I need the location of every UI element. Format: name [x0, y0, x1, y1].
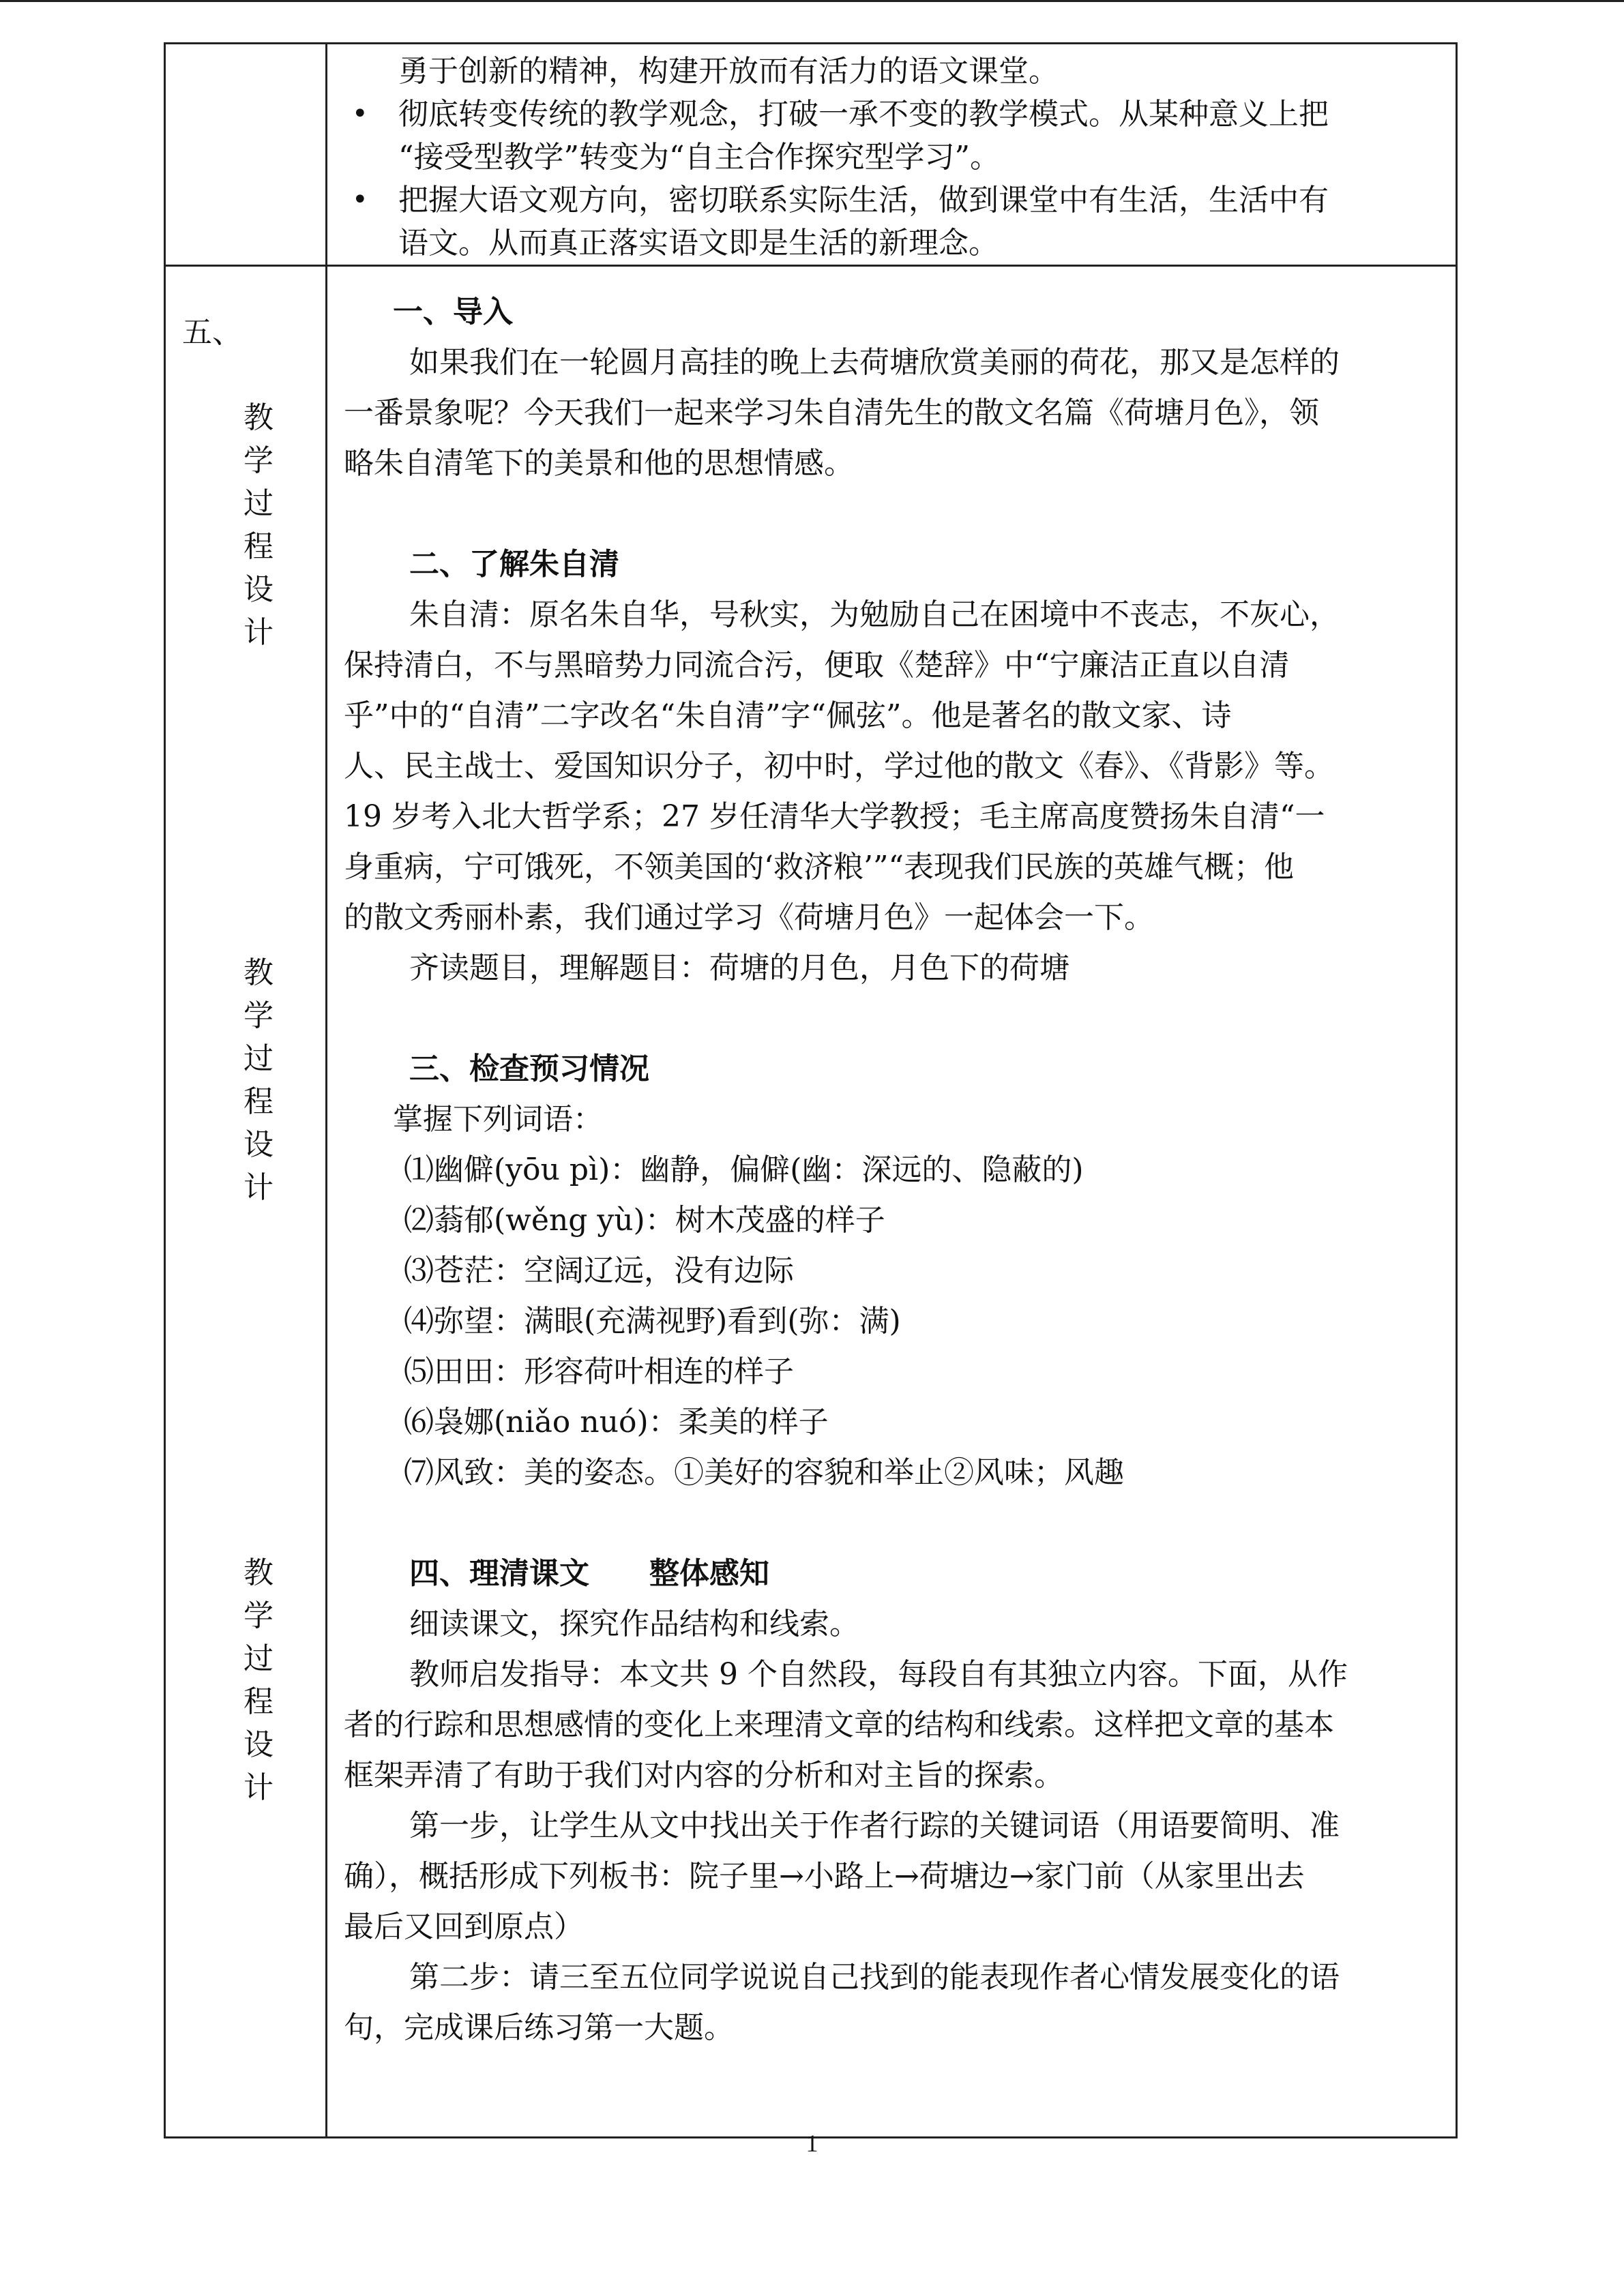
paragraph-line: 19 岁考入北大哲学系；27 岁任清华大学教授；毛主席高度赞扬朱自清“一: [344, 799, 1325, 834]
vocab-item: ⑹袅娜(niǎo nuó)：柔美的样子: [404, 1405, 829, 1440]
vocab-item: ⑸田田：形容荷叶相连的样子: [404, 1354, 794, 1389]
paragraph-line: 确），概括形成下列板书：院子里→小路上→荷塘边→家门前（从家里出去: [344, 1859, 1305, 1894]
paragraph-line: 细读课文，探究作品结构和线索。: [409, 1607, 859, 1641]
page-top-border: [0, 0, 1624, 2]
vertical-section-label: 教 学 过 程 设 计: [243, 955, 274, 1205]
vocab-item: ⑶苍茫：空阔辽远，没有边际: [404, 1253, 794, 1288]
paragraph-line: 齐读题目，理解题目：荷塘的月色，月色下的荷塘: [409, 951, 1069, 985]
label-cell-empty: [165, 44, 327, 266]
section-heading-structure: 四、理清课文 整体感知: [409, 1556, 769, 1591]
section-heading-author: 二、了解朱自清: [409, 547, 619, 582]
bullet-text-line: 彻底转变传统的教学观念，打破一承不变的教学模式。从某种意义上把: [398, 97, 1329, 132]
paragraph-line: 第一步，让学生从文中找出关于作者行踪的关键词语（用语要简明、准: [409, 1808, 1340, 1843]
bullet-text-line: 把握大语文观方向，密切联系实际生活，做到课堂中有生活，生活中有: [398, 183, 1329, 218]
label-cell-section-five: [165, 266, 327, 2138]
paragraph-line: 句，完成课后练习第一大题。: [344, 2010, 734, 2045]
paragraph-line: 身重病，宁可饿死，不领美国的‘救济粮’”“表现我们民族的英雄气概；他: [344, 850, 1294, 884]
paragraph-line: 朱自清：原名朱自华，号秋实，为勉励自己在困境中不丧志，不灰心，: [409, 597, 1340, 632]
lesson-plan-table: [164, 42, 1458, 2138]
section-heading-preview-check: 三、检查预习情况: [409, 1052, 649, 1086]
list-item: [344, 179, 1439, 265]
bullet-icon: •: [352, 98, 368, 130]
paragraph-line: 保持清白，不与黑暗势力同流合污，便取《楚辞》中“宁廉洁正直以自清: [344, 648, 1290, 683]
paragraph-line: 乎”中的“自清”二字改名“朱自清”字“佩弦”。他是著名的散文家、诗: [344, 698, 1232, 733]
vocab-item: ⑵蓊郁(wěng yù)：树木茂盛的样子: [404, 1203, 885, 1238]
vocab-intro: 掌握下列词语：: [393, 1102, 603, 1137]
vertical-section-label: 教 学 过 程 设 计: [243, 400, 274, 650]
paragraph-line: 略朱自清笔下的美景和他的思想情感。: [344, 446, 854, 481]
table-row: [165, 44, 1457, 266]
vocab-item: ⑺风致：美的姿态。①美好的容貌和举止②风味；风趣: [404, 1455, 1124, 1490]
section-number: 五、: [182, 315, 242, 350]
bullet-icon: •: [352, 184, 368, 215]
table-row: [165, 266, 1457, 2138]
page-number: 1: [806, 2130, 818, 2157]
section-heading-intro: 一、导入: [393, 295, 513, 329]
content-cell-teaching-process: [327, 266, 1457, 2138]
vocab-item: ⑴幽僻(yōu pì)：幽静，偏僻(幽：深远的、隐蔽的): [404, 1152, 1084, 1187]
paragraph-line: 教师启发指导：本文共 9 个自然段，每段自有其独立内容。下面，从作: [409, 1657, 1348, 1692]
list-item: [344, 93, 1439, 179]
paragraph-line: 框架弄清了有助于我们对内容的分析和对主旨的探索。: [344, 1758, 1064, 1793]
bullet-text-line: 语文。从而真正落实语文即是生活的新理念。: [398, 226, 999, 260]
paragraph-line: 第二步：请三至五位同学说说自己找到的能表现作者心情发展变化的语: [409, 1960, 1340, 1995]
vocab-item: ⑷弥望：满眼(充满视野)看到(弥：满): [404, 1304, 901, 1339]
content-cell-teaching-philosophy: [327, 44, 1457, 266]
paragraph-line: 者的行踪和思想感情的变化上来理清文章的结构和线索。这样把文章的基本: [344, 1708, 1334, 1742]
paragraph-line: 人、民主战士、爱国知识分子，初中时，学过他的散文《春》、《背影》等。: [344, 749, 1334, 784]
continuation-line: 勇于创新的精神，构建开放而有活力的语文课堂。: [398, 54, 1059, 89]
paragraph-line: 的散文秀丽朴素，我们通过学习《荷塘月色》一起体会一下。: [344, 900, 1154, 935]
paragraph-line: 如果我们在一轮圆月高挂的晚上去荷塘欣赏美丽的荷花，那又是怎样的: [409, 345, 1340, 380]
vertical-section-label: 教 学 过 程 设 计: [243, 1555, 274, 1805]
paragraph-line: 最后又回到原点）: [344, 1909, 584, 1944]
paragraph-line: 一番景象呢？今天我们一起来学习朱自清先生的散文名篇《荷塘月色》，领: [344, 396, 1319, 430]
bullet-text-line: “接受型教学”转变为“自主合作探究型学习”。: [398, 140, 1000, 175]
